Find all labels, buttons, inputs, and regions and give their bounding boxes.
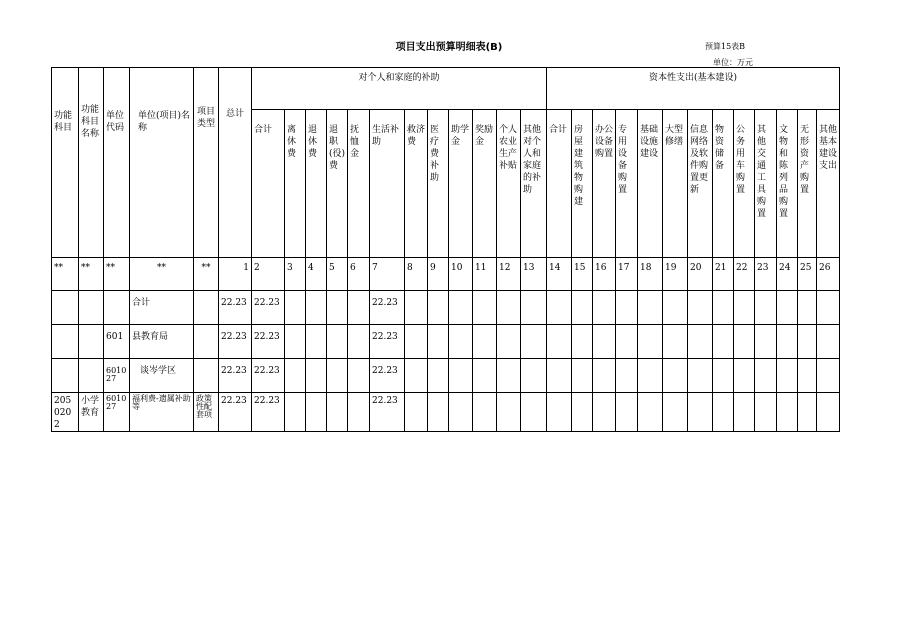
cell-empty [428,291,449,325]
cell-empty [285,291,306,325]
cell-empty [638,359,663,393]
index-number: 22 [734,258,755,291]
cell-empty [755,291,777,325]
cell-empty [663,393,688,432]
header-capital-col: 其他交通工具购置 [755,110,777,258]
cell-type [194,325,219,359]
cell-p_total: 22.23 [252,393,285,432]
cell-empty [663,291,688,325]
header-capital-col: 信息网络及软件购置更新 [688,110,713,258]
index-number: 16 [593,258,616,291]
index-number: 9 [428,258,449,291]
cell-empty [713,393,734,432]
cell-empty [405,291,428,325]
index-number: 15 [572,258,593,291]
cell-empty [593,359,616,393]
cell-empty [798,393,817,432]
cell-empty [713,291,734,325]
index-number: 6 [348,258,370,291]
cell-unit: 福利费-遗属补助等 [130,393,194,432]
cell-p_total: 22.23 [252,291,285,325]
cell-empty [497,393,521,432]
cell-empty [593,291,616,325]
table-row [52,325,840,359]
table-row [52,359,840,393]
index-number: 13 [521,258,547,291]
header-capital-col: 无形资产购置 [798,110,817,258]
header-personal-col: 奖励金 [473,110,497,258]
header-personal-col: 其他对个人和家庭的补助 [521,110,547,258]
cell-empty [306,393,327,432]
cell-empty [777,393,798,432]
cell-name [79,291,104,325]
cell-empty [755,325,777,359]
cell-empty [572,393,593,432]
header-project-type: 项目类型 [194,68,219,258]
index-number: 7 [370,258,405,291]
cell-empty [327,359,348,393]
cell-empty [521,359,547,393]
cell-empty [817,359,840,393]
cell-type: 政策性配套项 [194,393,219,432]
cell-empty [616,359,638,393]
header-personal-col: 退休费 [306,110,327,258]
table-row [52,393,840,432]
cell-empty [306,291,327,325]
header-personal-col: 合计 [252,110,285,258]
cell-empty [572,359,593,393]
cell-type [194,359,219,393]
cell-empty [734,359,755,393]
cell-unit: 县教育局 [130,325,194,359]
cell-total: 22.23 [219,291,252,325]
header-group-capital: 资本性支出(基本建设) [547,68,840,110]
cell-empty [449,291,473,325]
cell-empty [777,291,798,325]
cell-type [194,291,219,325]
header-capital-col: 公务用车购置 [734,110,755,258]
header-capital-col: 物资储备 [713,110,734,258]
cell-empty [593,325,616,359]
cell-empty [405,359,428,393]
cell-func [52,359,79,393]
cell-func [52,291,79,325]
cell-empty [348,359,370,393]
cell-empty [688,393,713,432]
header-unit-code: 单位代码 [104,68,130,258]
index-number: 8 [405,258,428,291]
cell-living: 22.23 [370,291,405,325]
cell-name [79,325,104,359]
header-capital-col: 大型修缮 [663,110,688,258]
cell-code [104,291,130,325]
index-number: 23 [755,258,777,291]
header-total: 总计 [219,68,252,258]
cell-empty [449,393,473,432]
cell-empty [521,291,547,325]
cell-empty [713,359,734,393]
cell-empty [521,325,547,359]
header-capital-col: 其他基本建设支出 [817,110,840,258]
cell-empty [473,291,497,325]
cell-empty [734,325,755,359]
cell-living: 22.23 [370,325,405,359]
cell-empty [348,393,370,432]
page-title: 项目支出预算明细表(B) [395,42,503,53]
cell-empty [428,359,449,393]
header-personal-col: 医疗费补助 [428,110,449,258]
cell-empty [521,393,547,432]
cell-empty [638,393,663,432]
cell-total: 22.23 [219,359,252,393]
cell-p_total: 22.23 [252,359,285,393]
header-capital-col: 文物和陈列品购置 [777,110,798,258]
cell-empty [428,325,449,359]
cell-total: 22.23 [219,325,252,359]
header-personal-col: 离休费 [285,110,306,258]
cell-empty [327,325,348,359]
cell-empty [285,393,306,432]
cell-empty [497,325,521,359]
header-personal-col: 抚恤金 [348,110,370,258]
cell-empty [798,359,817,393]
cell-empty [497,359,521,393]
cell-code: 601027 [104,393,130,432]
index-cell: ** [52,258,79,291]
cell-empty [616,393,638,432]
cell-name [79,359,104,393]
header-personal-col: 救济费 [405,110,428,258]
cell-func: 2050202 [52,393,79,432]
cell-empty [428,393,449,432]
cell-total: 22.23 [219,393,252,432]
index-number: 14 [547,258,572,291]
cell-empty [638,325,663,359]
cell-empty [755,359,777,393]
cell-empty [497,291,521,325]
header-personal-col: 退职(役)费 [327,110,348,258]
cell-empty [449,359,473,393]
index-number: 25 [798,258,817,291]
table-code: 预算15表B [705,42,746,51]
cell-empty [616,325,638,359]
header-func-subject: 功能科目 [52,68,79,258]
cell-empty [734,393,755,432]
cell-code: 601 [104,325,130,359]
cell-empty [348,291,370,325]
cell-empty [755,393,777,432]
index-number: 1 [219,258,252,291]
cell-name: 小学教育 [79,393,104,432]
index-number: 18 [638,258,663,291]
unit-label: 单位：万元 [713,58,753,67]
cell-empty [593,393,616,432]
header-capital-col: 办公设备购置 [593,110,616,258]
cell-empty [348,325,370,359]
header-func-subject-name: 功能科目名称 [79,68,104,258]
index-cell: ** [79,258,104,291]
cell-empty [473,325,497,359]
header-unit-name: 单位(项目)名称 [130,68,194,258]
table-row [52,291,840,325]
cell-empty [327,393,348,432]
cell-empty [688,359,713,393]
header-personal-col: 个人农业生产补贴 [497,110,521,258]
cell-empty [327,291,348,325]
cell-empty [572,291,593,325]
cell-empty [285,359,306,393]
index-number: 10 [449,258,473,291]
cell-empty [405,325,428,359]
cell-empty [306,325,327,359]
cell-empty [547,291,572,325]
cell-empty [817,393,840,432]
index-number: 19 [663,258,688,291]
cell-empty [616,291,638,325]
index-number: 3 [285,258,306,291]
cell-p_total: 22.23 [252,325,285,359]
cell-empty [638,291,663,325]
budget-table [51,67,840,432]
cell-empty [663,325,688,359]
header-capital-col: 基础设施建设 [638,110,663,258]
index-number: 24 [777,258,798,291]
cell-empty [777,359,798,393]
header-capital-col: 合计 [547,110,572,258]
cell-empty [777,325,798,359]
index-number: 21 [713,258,734,291]
cell-empty [547,359,572,393]
index-number: 11 [473,258,497,291]
cell-empty [449,325,473,359]
header-capital-col: 专用设备购置 [616,110,638,258]
cell-code: 601027 [104,359,130,393]
cell-empty [688,291,713,325]
cell-empty [405,393,428,432]
cell-empty [547,393,572,432]
index-cell: ** [194,258,219,291]
cell-empty [817,291,840,325]
index-number: 5 [327,258,348,291]
cell-empty [688,325,713,359]
header-group-personal: 对个人和家庭的补助 [252,68,547,110]
cell-func [52,325,79,359]
index-number: 4 [306,258,327,291]
cell-living: 22.23 [370,359,405,393]
index-number: 20 [688,258,713,291]
index-number: 12 [497,258,521,291]
header-personal-col: 生活补助 [370,110,405,258]
index-cell: ** [104,258,130,291]
header-capital-col: 房屋建筑物购建 [572,110,593,258]
cell-empty [798,325,817,359]
cell-unit: 合计 [130,291,194,325]
cell-empty [798,291,817,325]
cell-empty [547,325,572,359]
cell-empty [734,291,755,325]
cell-empty [473,393,497,432]
cell-empty [306,359,327,393]
index-number: 26 [817,258,840,291]
cell-living: 22.23 [370,393,405,432]
cell-empty [473,359,497,393]
cell-empty [663,359,688,393]
header-personal-col: 助学金 [449,110,473,258]
index-number: 2 [252,258,285,291]
index-cell: ** [130,258,194,291]
cell-unit: 谈岑学区 [130,359,194,393]
cell-empty [285,325,306,359]
cell-empty [713,325,734,359]
index-number: 17 [616,258,638,291]
cell-empty [572,325,593,359]
cell-empty [817,325,840,359]
